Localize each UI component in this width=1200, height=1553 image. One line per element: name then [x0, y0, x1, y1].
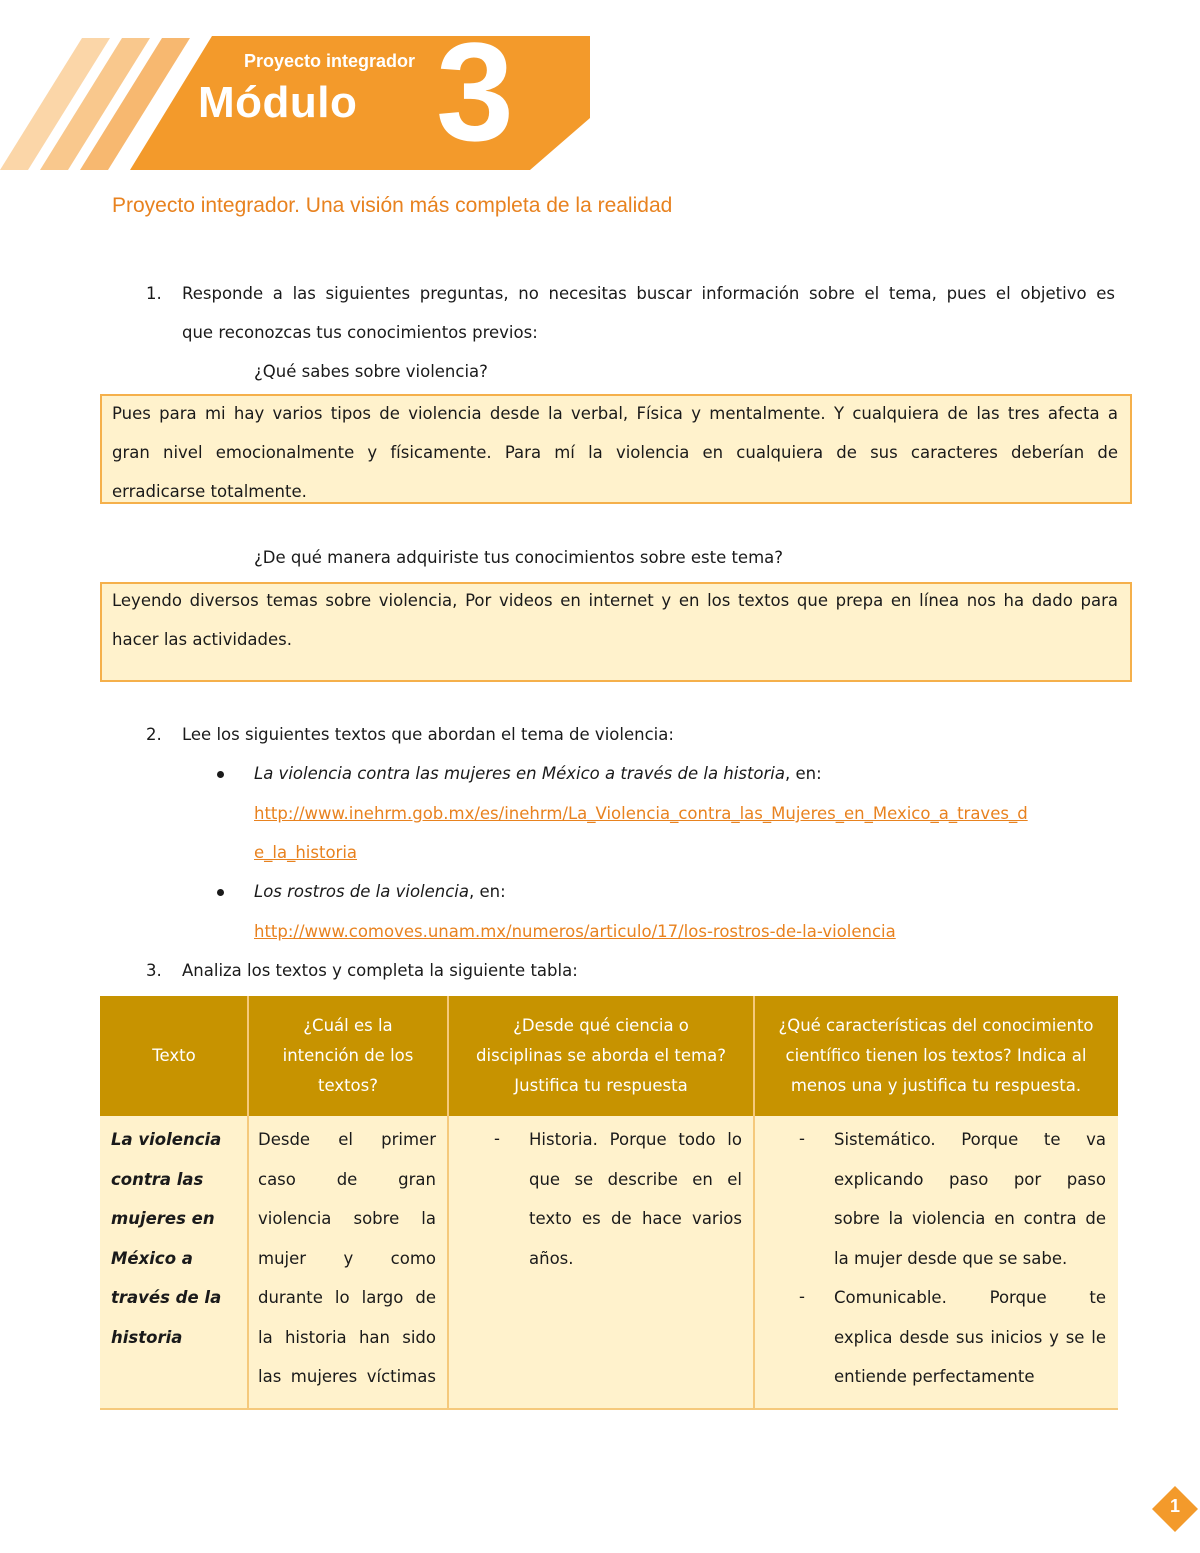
- row1-texto-line: historia: [111, 1327, 183, 1347]
- row1-ciencia-line: Historia. Porque todo lo: [529, 1130, 742, 1149]
- reference-2-suffix: , en:: [469, 882, 506, 901]
- row1-ciencia-line: que se describe en el: [529, 1169, 742, 1189]
- page-number: 1: [1169, 1496, 1180, 1516]
- header-project-label: Proyecto integrador: [244, 51, 416, 71]
- item-1-instruction-line2: que reconozcas tus conocimientos previos:: [182, 323, 538, 342]
- row1-texto-line: través de la: [111, 1288, 222, 1307]
- row1-caract-line: Comunicable. Porque te: [834, 1288, 1106, 1307]
- reference-1-title: La violencia contra las mujeres en México a través de la historia: [254, 764, 785, 783]
- document-title: Proyecto integrador. Una visión más completa de la realidad: [112, 194, 673, 217]
- bullet-icon: [217, 889, 224, 896]
- row1-intencion-line: la historia han sido: [258, 1327, 436, 1347]
- reference-1-link-line1[interactable]: http://www.inehrm.gob.mx/es/inehrm/La_Violencia_contra_las_Mujeres_en_Mexico_a_traves_d: [254, 804, 1028, 823]
- table-divider: [753, 996, 755, 1410]
- row1-intencion-line: las mujeres víctimas: [258, 1367, 436, 1386]
- reference-1-suffix: , en:: [784, 764, 822, 783]
- table-divider: [247, 996, 249, 1410]
- reference-2-title: Los rostros de la violencia: [254, 882, 470, 901]
- table-header-ciencia-line: disciplinas se aborda el tema?: [476, 1046, 726, 1065]
- answer-1-line1: Pues para mi hay varios tipos de violencia desde la verbal, Física y mentalmente. Y cualquiera de las tres afecta a: [112, 404, 1118, 423]
- row1-ciencia-line: texto es de hace varios: [529, 1209, 742, 1228]
- row1-caract-dash: -: [799, 1287, 805, 1306]
- table-header-caracteristicas-line: ¿Qué características del conocimiento: [778, 1016, 1094, 1035]
- row1-caract-dash: -: [799, 1129, 805, 1148]
- row1-intencion-line: mujer y como: [258, 1248, 436, 1268]
- row1-texto-line: La violencia: [111, 1130, 222, 1149]
- item-2-instruction: Lee los siguientes textos que abordan el tema de violencia:: [182, 725, 674, 744]
- table-header-intencion-line: textos?: [317, 1076, 378, 1095]
- row1-intencion-line: Desde el primer: [258, 1130, 436, 1149]
- answer-2-line1: Leyendo diversos temas sobre violencia, Por videos en internet y en los textos que prepa en línea nos ha dado para: [112, 591, 1118, 610]
- reference-2-link[interactable]: http://www.comoves.unam.mx/numeros/articulo/17/los-rostros-de-la-violencia: [254, 922, 896, 941]
- table-header-ciencia: [448, 996, 754, 1116]
- table-divider: [447, 996, 449, 1410]
- answer-box-1[interactable]: [100, 394, 1132, 504]
- question-2: ¿De qué manera adquiriste tus conocimientos sobre este tema?: [254, 548, 784, 567]
- row1-intencion-line: durante lo largo de: [258, 1288, 436, 1307]
- answer-1-line3: erradicarse totalmente.: [112, 482, 307, 501]
- table-header-caracteristicas-line: menos una y justifica tu respuesta.: [790, 1076, 1082, 1095]
- reference-1: [254, 764, 822, 784]
- reference-1-link-line2[interactable]: e_la_historia: [254, 843, 358, 862]
- table-header-texto-label: Texto: [152, 1046, 196, 1065]
- bullet-icon: [217, 771, 224, 778]
- item-1-instruction-line1: Responde a las siguientes preguntas, no necesitas buscar información sobre el tema, pues el objetivo es: [182, 284, 1115, 303]
- row1-intencion-line: violencia sobre la: [258, 1209, 436, 1228]
- item-3-instruction: Analiza los textos y completa la siguiente tabla:: [182, 961, 578, 980]
- row1-texto-line: contra las: [111, 1169, 204, 1189]
- table-header-intencion-line: ¿Cuál es la: [303, 1016, 393, 1035]
- row1-ciencia: [529, 1120, 742, 1278]
- table-header-intencion-line: intención de los: [282, 1046, 414, 1065]
- item-1-number: 1.: [146, 284, 162, 303]
- row1-ciencia-dash: -: [494, 1129, 500, 1148]
- item-2-number: 2.: [146, 725, 162, 744]
- answer-box-2[interactable]: [100, 582, 1132, 682]
- row1-texto-line: mujeres en: [111, 1209, 215, 1228]
- table-divider: [100, 1408, 1118, 1410]
- table-header-ciencia-line: Justifica tu respuesta: [514, 1076, 688, 1095]
- question-1: ¿Qué sabes sobre violencia?: [254, 362, 488, 381]
- row1-caract-line: sobre la violencia en contra de: [834, 1209, 1106, 1228]
- row1-texto: [111, 1120, 241, 1357]
- header-module-label: Módulo: [198, 78, 358, 127]
- row1-caract-line: Sistemático. Porque te va: [834, 1130, 1106, 1149]
- row1-caracteristicas-2: [834, 1278, 1106, 1397]
- banner-graphic: [0, 0, 1200, 180]
- row1-caract-line: explica desde sus inicios y se le: [834, 1327, 1106, 1347]
- table-header-caracteristicas: [754, 996, 1118, 1116]
- row1-caract-line: la mujer desde que se sabe.: [834, 1248, 1068, 1268]
- reference-2: [254, 882, 506, 902]
- row1-intencion: [258, 1120, 436, 1397]
- answer-2-line2: hacer las actividades.: [112, 630, 292, 649]
- analysis-table: [100, 996, 1118, 1410]
- row1-ciencia-line: años.: [529, 1248, 574, 1268]
- table-header-texto: [100, 996, 248, 1116]
- row1-caracteristicas-1: [834, 1120, 1106, 1278]
- answer-1-line2: gran nivel emocionalmente y físicamente. Para mí la violencia en cualquiera de sus caracteres deberían de: [112, 443, 1118, 462]
- header-banner: [0, 0, 1200, 180]
- header-module-number: 3: [436, 13, 514, 170]
- row1-intencion-line: caso de gran: [258, 1169, 436, 1189]
- row1-texto-line: México a: [111, 1248, 193, 1268]
- item-3-number: 3.: [146, 961, 162, 980]
- row1-caract-line: entiende perfectamente: [834, 1367, 1035, 1386]
- table-header-intencion: [248, 996, 448, 1116]
- table-header-caracteristicas-line: científico tienen los textos? Indica al: [785, 1046, 1087, 1065]
- table-header-ciencia-line: ¿Desde qué ciencia o: [513, 1016, 689, 1035]
- row1-caract-line: explicando paso por paso: [834, 1169, 1106, 1189]
